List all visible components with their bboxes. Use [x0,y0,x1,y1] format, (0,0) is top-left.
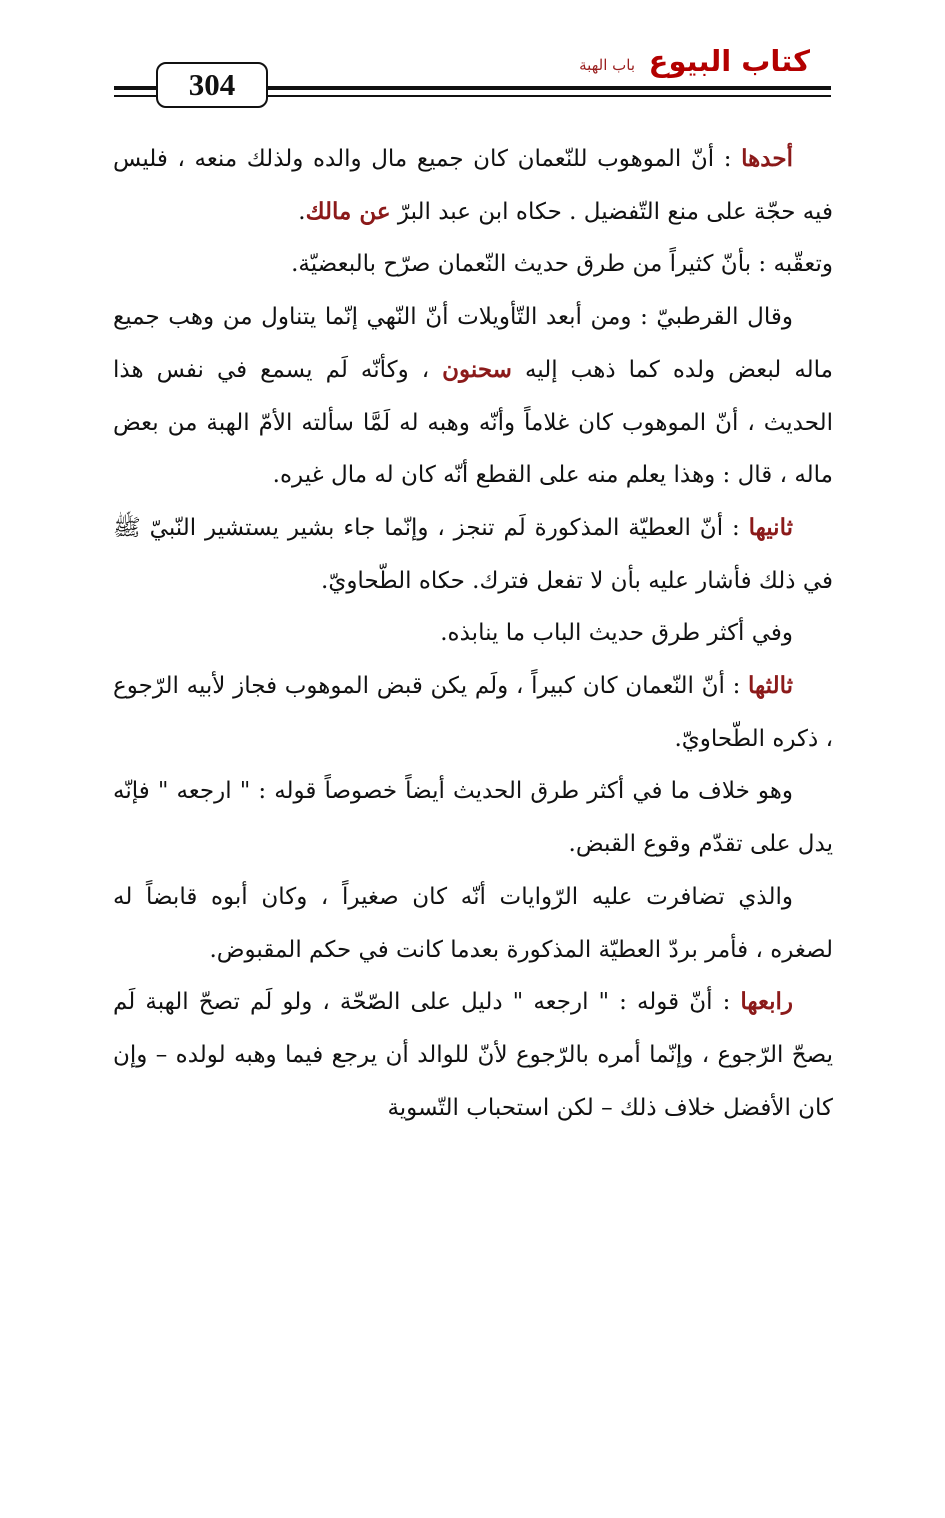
paragraph-1 [113,133,833,238]
paragraph-3 [113,291,833,502]
point-label-first: أحدها [741,145,793,172]
paragraph-1-text-c: . [298,198,306,225]
book-title: كتاب البيوع [648,44,810,78]
point-label-second: ثانيها [748,513,793,541]
page-body [113,133,833,1134]
paragraph-5: وفي أكثر طرق حديث الباب ما ينابذه. [440,620,793,647]
point-label-third: ثالثها [748,672,793,700]
paragraph-6-text: : أنّ النّعمان كان كبيراً ، ولَم يكن قبض الموهوب فجاز لأبيه الرّجوع ، ذكره الطّحاويّ. [113,673,833,752]
paragraph-7: وهو خلاف ما في أكثر طرق الحديث أيضاً خصوصاً قوله : " ارجعه " فإنّه يدل على تقدّم وقوع القبض. [113,778,833,858]
paragraph-1-text-a: : أنّ الموهوب للنّعمان كان جميع مال والده ولذلك منعه ، فليس فيه حجّة على منع التّفضيل . حكاه ابن عبد البرّ [113,146,833,225]
paragraph-4 [113,502,833,607]
paragraph-3-text-c: ، وكأنّه لَم يسمع في نفس هذا الحديث ، أنّ الموهوب كان غلاماً وأنّه وهبه له لَمَّا سألته الأمّ الهبة من بعض ماله ، قال : وهذا يعلم منه على القطع أنّه كان له مال غيره. [113,356,833,489]
highlight-sahnun: سحنون [442,355,512,383]
paragraph-6 [113,660,833,765]
paragraph-4-text: : أنّ العطيّة المذكورة لَم تنجز ، وإنّما جاء بشير يستشير النّبيّ ﷺ في ذلك فأشار عليه بأن لا تفعل فترك. حكاه الطّحاويّ. [113,514,833,594]
paragraph-3-text-a: وقال القرطبيّ : ومن أبعد التّأويلات أنّ النّهي إنّما يتناول من وهب جميع ماله لبعض ولده كما ذهب إليه [113,304,833,383]
paragraph-8: والذي تضافرت عليه الرّوايات أنّه كان صغيراً ، وكان أبوه قابضاً له لصغره ، فأمر بردّ العطيّة المذكورة بعدما كانت في حكم المقبوض. [113,883,833,963]
paragraph-2: وتعقّبه : بأنّ كثيراً من طرق حديث النّعمان صرّح بالبعضيّة. [291,251,833,278]
chapter-title: باب الهبة [579,56,635,74]
page-number: 304 [156,62,268,108]
paragraph-9-text: : أنّ قوله : " ارجعه " دليل على الصّحّة ، ولو لَم تصحّ الهبة لَم يصحّ الرّجوع ، وإنّما أمره بالرّجوع لأنّ للوالد أن يرجع فيما وهبه لولده – وإن كان الأفضل خلاف ذلك – لكن استحباب التّسوية [113,989,833,1121]
highlight-malik: عن مالك [305,197,391,225]
point-label-fourth: رابعها [740,988,793,1016]
paragraph-9 [113,976,833,1134]
